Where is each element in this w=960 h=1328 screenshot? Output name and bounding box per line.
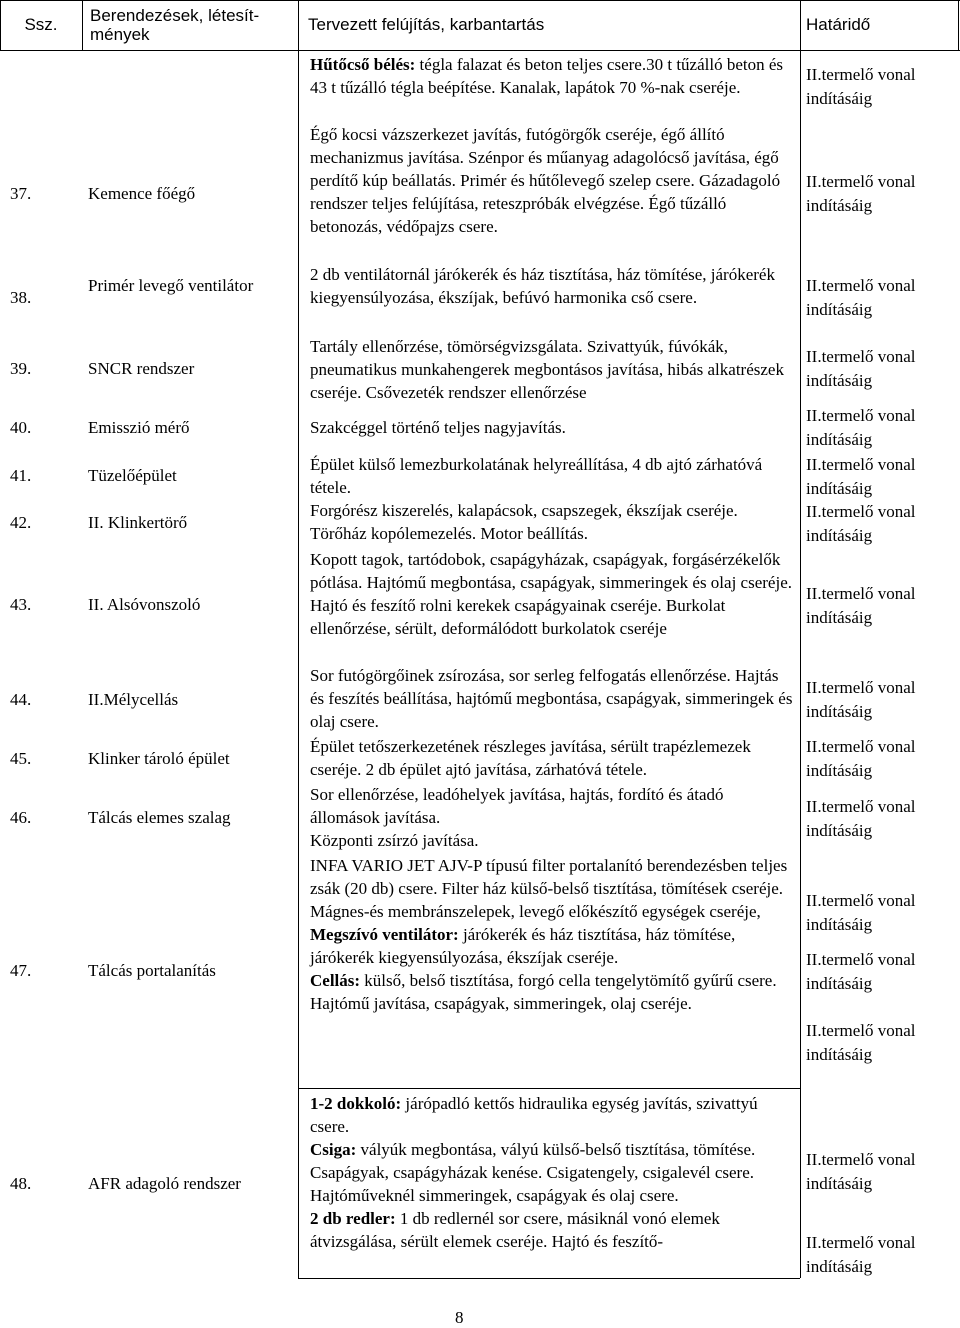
deadline-cell: II.termelő vonal indításáig bbox=[806, 678, 916, 721]
grid-line bbox=[0, 50, 960, 51]
deadline-cell: II.termelő vonal indításáig bbox=[806, 502, 916, 545]
table-header bbox=[0, 0, 960, 50]
task-cell: Hűtőcső bélés: tégla falazat és beton teljes csere.30 t tűzálló beton és 43 t tűzálló tégla beépítése. Kanalak, lapátok 70 %-nak cseréje. bbox=[310, 55, 784, 97]
task-cell: Égő kocsi vázszerkezet javítás, futógörgők cseréje, égő állító mechanizmus javítása. Szénpor és műanyag adagolócső javítása, égő perdítő kúp beállatás. Primér és hűtőlevegő szelep csere. Gázadagoló rendszer teljes felújítása, reteszpróbák elvégzése. Égő tűzálló betonozás, védőpajzs csere. bbox=[310, 125, 781, 236]
grid-line bbox=[82, 0, 83, 50]
row-number: 45. bbox=[10, 749, 32, 768]
row-number: 40. bbox=[10, 418, 32, 437]
task-cell: Sor ellenőrzése, leadóhelyek javítása, hajtás, fordító és átadó állomások javítása. Központi zsírzó javítása. bbox=[310, 785, 724, 850]
grid-line bbox=[0, 0, 1, 50]
task-cell: Sor futógörgőinek zsírozása, sor serleg felfogatás ellenőrzése. Hajtás és feszítés beállítása, hajtómű megbontása, csapágyak, simmeringek és olaj csere. bbox=[310, 666, 793, 731]
deadline-cell: II.termelő vonal indításáig bbox=[806, 950, 916, 993]
task-cell: Épület tetőszerkezetének részleges javítása, sérült trapézlemezek cseréje. 2 db épület ajtó javítása, zárhatóvá tétele. bbox=[310, 737, 751, 779]
deadline-cell: II.termelő vonal indításáig bbox=[806, 1233, 916, 1276]
row-number: 47. bbox=[10, 961, 32, 980]
row-number: 38. bbox=[10, 288, 32, 307]
task-cell: 1-2 dokkoló: járópadló kettős hidraulika egység javítás, szivattyú csere. Csiga: vályúk megbontása, vályú külső-belső tisztítása, tömítése. Csapágyak, csapágyházak kenése. Csigatengely, csigalevél csere. Hajtóműveknél simmeringek, csapágyak és olaj csere. 2 db redler: 1 db redlernél sor csere, másiknál vonó elemek átvizsgálása, sérült elemek cseréje. Hajtó és feszítő- bbox=[310, 1094, 758, 1251]
equipment-name: Primér levegő ventilátor bbox=[88, 276, 254, 295]
header-equipment: Berendezések, létesít-mények bbox=[90, 6, 260, 44]
deadline-cell: II.termelő vonal indításáig bbox=[806, 172, 916, 215]
task-cell: Tartály ellenőrzése, tömörségvizsgálata. Szivattyúk, fúvókák, pneumatikus munkahengerek megbontásos javítása, hibás alkatrészek cseréje. Csővezeték rendszer ellenőrzése bbox=[310, 337, 784, 402]
deadline-cell: II.termelő vonal indításáig bbox=[806, 891, 916, 934]
deadline-cell: II.termelő vonal indításáig bbox=[806, 797, 916, 840]
equipment-name: II. Alsóvonszoló bbox=[88, 595, 201, 614]
task-cell: Szakcéggel történő teljes nagyjavítás. bbox=[310, 418, 566, 437]
equipment-name: II.Mélycellás bbox=[88, 690, 179, 709]
row-number: 46. bbox=[10, 808, 32, 827]
equipment-name: AFR adagoló rendszer bbox=[88, 1174, 241, 1193]
task-cell: INFA VARIO JET AJV-P típusú filter portalanító berendezésben teljes zsák (20 db) csere. Filter ház külső-belső tisztítása, tömítések cseréje. Mágnes-és membránszelepek, levegő előkészítő egységek cseréje, Megszívó ventilátor: járókerék és ház tisztítása, ház tömítése, járókerék kiegyensúlyozása, ékszíjak cseréje. Cellás: külső, belső tisztítása, forgó cella tengelytömítő gyűrű csere. Hajtómű javítása, csapágyak, simmeringek, olaj cseréje. bbox=[310, 856, 788, 1013]
row-number: 43. bbox=[10, 595, 32, 614]
grid-line bbox=[0, 0, 960, 1]
equipment-name: Klinker tároló épület bbox=[88, 749, 230, 768]
task-cell: Épület külső lemezburkolatának helyreállítása, 4 db ajtó zárhatóvá tétele. bbox=[310, 455, 763, 497]
equipment-name: SNCR rendszer bbox=[88, 359, 195, 378]
equipment-name: Tálcás portalanítás bbox=[88, 961, 216, 980]
row-number: 42. bbox=[10, 513, 32, 532]
header-num: Ssz. bbox=[24, 15, 58, 34]
deadline-cell: II.termelő vonal indításáig bbox=[806, 347, 916, 390]
grid-line bbox=[958, 0, 959, 50]
grid-line bbox=[800, 0, 801, 1278]
row-number: 37. bbox=[10, 184, 32, 203]
deadline-cell: II.termelő vonal indításáig bbox=[806, 455, 916, 498]
deadline-cell: II.termelő vonal indításáig bbox=[806, 1021, 916, 1064]
row-number: 39. bbox=[10, 359, 32, 378]
header-deadline: Határidő bbox=[806, 15, 871, 34]
deadline-cell: II.termelő vonal indításáig bbox=[806, 406, 916, 449]
equipment-name: Emisszió mérő bbox=[88, 418, 190, 437]
grid-line bbox=[298, 1088, 800, 1089]
grid-line bbox=[298, 0, 299, 1278]
equipment-name: Tálcás elemes szalag bbox=[88, 808, 231, 827]
header-tasks: Tervezett felújítás, karbantartás bbox=[308, 15, 545, 34]
deadline-cell: II.termelő vonal indításáig bbox=[806, 584, 916, 627]
equipment-name: Kemence főégő bbox=[88, 184, 196, 203]
row-number: 48. bbox=[10, 1174, 32, 1193]
row-number: 44. bbox=[10, 690, 32, 709]
deadline-cell: II.termelő vonal indításáig bbox=[806, 737, 916, 780]
page-number: 8 bbox=[455, 1308, 464, 1327]
row-number: 41. bbox=[10, 466, 32, 485]
grid-line bbox=[298, 1278, 800, 1279]
deadline-cell: II.termelő vonal indításáig bbox=[806, 276, 916, 319]
deadline-cell: II.termelő vonal indításáig bbox=[806, 65, 916, 108]
task-cell: 2 db ventilátornál járókerék és ház tisztítása, ház tömítése, járókerék kiegyensúlyozása, ékszíjak, befúvó harmonika cső csere. bbox=[310, 265, 775, 307]
equipment-name: Tüzelőépület bbox=[88, 466, 177, 485]
task-cell: Forgórész kiszerelés, kalapácsok, csapszegek, ékszíjak cseréje. Törőház kopólemezelés. Motor beállítás. bbox=[310, 501, 738, 543]
deadline-cell: II.termelő vonal indításáig bbox=[806, 1150, 916, 1193]
task-cell: Kopott tagok, tartódobok, csapágyházak, csapágyak, forgásérzékelők pótlása. Hajtómű megbontása, csapágyak, simmeringek és olaj cseréje. Hajtó és feszítő rolni kerekek csapágyainak cseréje. Burkolat ellenőrzése, sérült, deformálódott burkolatok cseréje bbox=[310, 550, 792, 638]
equipment-name: II. Klinkertörő bbox=[88, 513, 188, 532]
